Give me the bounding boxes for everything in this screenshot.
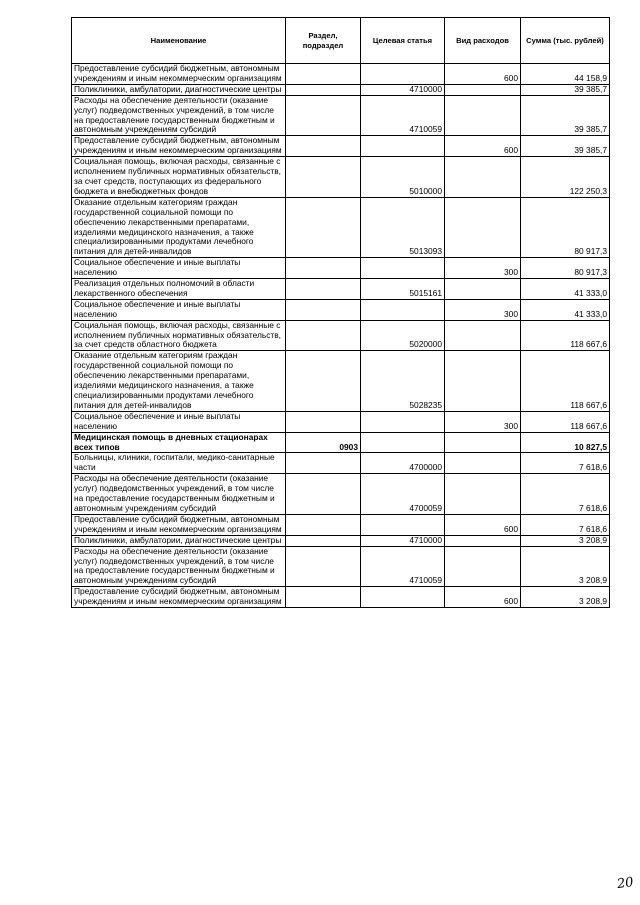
page-number: 20 [616, 874, 635, 893]
cell-target: 5028235 [361, 351, 445, 411]
cell-section [286, 514, 361, 535]
table-row [72, 351, 610, 411]
table-row [72, 474, 610, 515]
cell-sum: 80 917,3 [521, 197, 610, 257]
table-row [72, 258, 610, 279]
cell-kind [445, 320, 521, 351]
cell-sum: 7 618,6 [521, 474, 610, 515]
cell-target: 5010000 [361, 157, 445, 198]
cell-target [361, 587, 445, 608]
cell-section [286, 411, 361, 432]
cell-sum: 3 208,9 [521, 587, 610, 608]
cell-sum: 80 917,3 [521, 258, 610, 279]
cell-sum: 44 158,9 [521, 64, 610, 85]
table-row [72, 299, 610, 320]
cell-kind [445, 279, 521, 300]
table-row [72, 587, 610, 608]
cell-section [286, 136, 361, 157]
cell-target [361, 64, 445, 85]
cell-sum: 118 667,6 [521, 320, 610, 351]
cell-target [361, 514, 445, 535]
cell-target [361, 258, 445, 279]
cell-section [286, 197, 361, 257]
cell-name: Оказание отдельным категориям граждан государственной социальной помощи по обеспечению лекарственными препаратами, изделиями медицинского назначения, а также специализированными продуктами лечебного питания для детей-инвалидов [72, 197, 286, 257]
cell-kind [445, 84, 521, 95]
cell-sum: 39 385,7 [521, 84, 610, 95]
table-row [72, 84, 610, 95]
cell-name: Социальное обеспечение и иные выплаты населению [72, 258, 286, 279]
cell-kind [445, 535, 521, 546]
header-section: Раздел, подраздел [286, 18, 361, 64]
cell-name: Больницы, клиники, госпитали, медико-санитарные части [72, 453, 286, 474]
cell-target: 4700000 [361, 453, 445, 474]
cell-section [286, 351, 361, 411]
cell-section [286, 587, 361, 608]
cell-kind: 600 [445, 587, 521, 608]
cell-target: 5015161 [361, 279, 445, 300]
cell-kind [445, 432, 521, 453]
cell-section [286, 546, 361, 587]
cell-sum: 7 618,6 [521, 514, 610, 535]
table-row [72, 546, 610, 587]
cell-target: 5020000 [361, 320, 445, 351]
cell-section [286, 258, 361, 279]
cell-kind: 300 [445, 299, 521, 320]
cell-section [286, 320, 361, 351]
table-row [72, 453, 610, 474]
cell-name: Расходы на обеспечение деятельности (оказание услуг) подведомственных учреждений, в том числе на предоставление государственным бюджетным и автономным учреждениям субсидий [72, 95, 286, 136]
cell-sum: 39 385,7 [521, 95, 610, 136]
cell-name: Социальная помощь, включая расходы, связанные с исполнением публичных нормативных обязательств, за счет средств, поступающих из федерального бюджета и внебюджетных фондов [72, 157, 286, 198]
table-row [72, 64, 610, 85]
cell-name: Предоставление субсидий бюджетным, автономным учреждениям и иным некоммерческим организациям [72, 136, 286, 157]
cell-name: Расходы на обеспечение деятельности (оказание услуг) подведомственных учреждений, в том числе на предоставление государственным бюджетным и автономным учреждениям субсидий [72, 546, 286, 587]
cell-name: Расходы на обеспечение деятельности (оказание услуг) подведомственных учреждений, в том числе на предоставление государственным бюджетным и автономным учреждениям субсидий [72, 474, 286, 515]
table-row [72, 157, 610, 198]
table-row [72, 136, 610, 157]
cell-target: 4710000 [361, 84, 445, 95]
cell-target [361, 411, 445, 432]
table-row [72, 514, 610, 535]
cell-sum: 39 385,7 [521, 136, 610, 157]
cell-name: Медицинская помощь в дневных стационарах всех типов [72, 432, 286, 453]
cell-target: 4700059 [361, 474, 445, 515]
cell-section [286, 84, 361, 95]
cell-sum: 3 208,9 [521, 535, 610, 546]
cell-section: 0903 [286, 432, 361, 453]
table-body [72, 64, 610, 608]
cell-sum: 122 250,3 [521, 157, 610, 198]
budget-table [71, 17, 610, 608]
cell-section [286, 535, 361, 546]
cell-sum: 118 667,6 [521, 411, 610, 432]
table-row [72, 95, 610, 136]
cell-target [361, 299, 445, 320]
cell-name: Предоставление субсидий бюджетным, автономным учреждениям и иным некоммерческим организациям [72, 587, 286, 608]
cell-section [286, 279, 361, 300]
cell-sum: 41 333,0 [521, 299, 610, 320]
cell-name: Предоставление субсидий бюджетным, автономным учреждениям и иным некоммерческим организациям [72, 514, 286, 535]
cell-sum: 10 827,5 [521, 432, 610, 453]
cell-section [286, 64, 361, 85]
cell-name: Поликлиники, амбулатории, диагностические центры [72, 84, 286, 95]
header-row [72, 18, 610, 64]
cell-sum: 3 208,9 [521, 546, 610, 587]
cell-sum: 41 333,0 [521, 279, 610, 300]
cell-target: 4710059 [361, 546, 445, 587]
cell-target [361, 136, 445, 157]
table-row [72, 535, 610, 546]
cell-sum: 7 618,6 [521, 453, 610, 474]
cell-name: Социальное обеспечение и иные выплаты населению [72, 299, 286, 320]
cell-kind [445, 474, 521, 515]
header-name: Наименование [72, 18, 286, 64]
table-row [72, 320, 610, 351]
table-row [72, 411, 610, 432]
cell-target: 5013093 [361, 197, 445, 257]
header-kind: Вид расходов [445, 18, 521, 64]
cell-section [286, 157, 361, 198]
table-row [72, 432, 610, 453]
cell-kind [445, 95, 521, 136]
cell-kind: 600 [445, 514, 521, 535]
cell-name: Социальное обеспечение и иные выплаты населению [72, 411, 286, 432]
cell-target: 4710059 [361, 95, 445, 136]
cell-name: Предоставление субсидий бюджетным, автономным учреждениям и иным некоммерческим организациям [72, 64, 286, 85]
cell-target: 4710000 [361, 535, 445, 546]
cell-kind: 600 [445, 136, 521, 157]
header-target: Целевая статья [361, 18, 445, 64]
cell-section [286, 95, 361, 136]
header-sum: Сумма (тыс. рублей) [521, 18, 610, 64]
cell-kind: 300 [445, 258, 521, 279]
cell-section [286, 474, 361, 515]
cell-name: Реализация отдельных полномочий в области лекарственного обеспечения [72, 279, 286, 300]
cell-section [286, 453, 361, 474]
cell-kind [445, 453, 521, 474]
cell-kind: 300 [445, 411, 521, 432]
cell-kind [445, 351, 521, 411]
cell-kind [445, 546, 521, 587]
cell-kind [445, 197, 521, 257]
table-row [72, 197, 610, 257]
table-row [72, 279, 610, 300]
cell-name: Оказание отдельным категориям граждан государственной социальной помощи по обеспечению лекарственными препаратами, изделиями медицинского назначения, а также специализированными продуктами лечебного питания для детей-инвалидов [72, 351, 286, 411]
cell-name: Поликлиники, амбулатории, диагностические центры [72, 535, 286, 546]
cell-kind: 600 [445, 64, 521, 85]
cell-section [286, 299, 361, 320]
cell-kind [445, 157, 521, 198]
cell-sum: 118 667,6 [521, 351, 610, 411]
cell-target [361, 432, 445, 453]
cell-name: Социальная помощь, включая расходы, связанные с исполнением публичных нормативных обязательств, за счет средств областного бюджета [72, 320, 286, 351]
